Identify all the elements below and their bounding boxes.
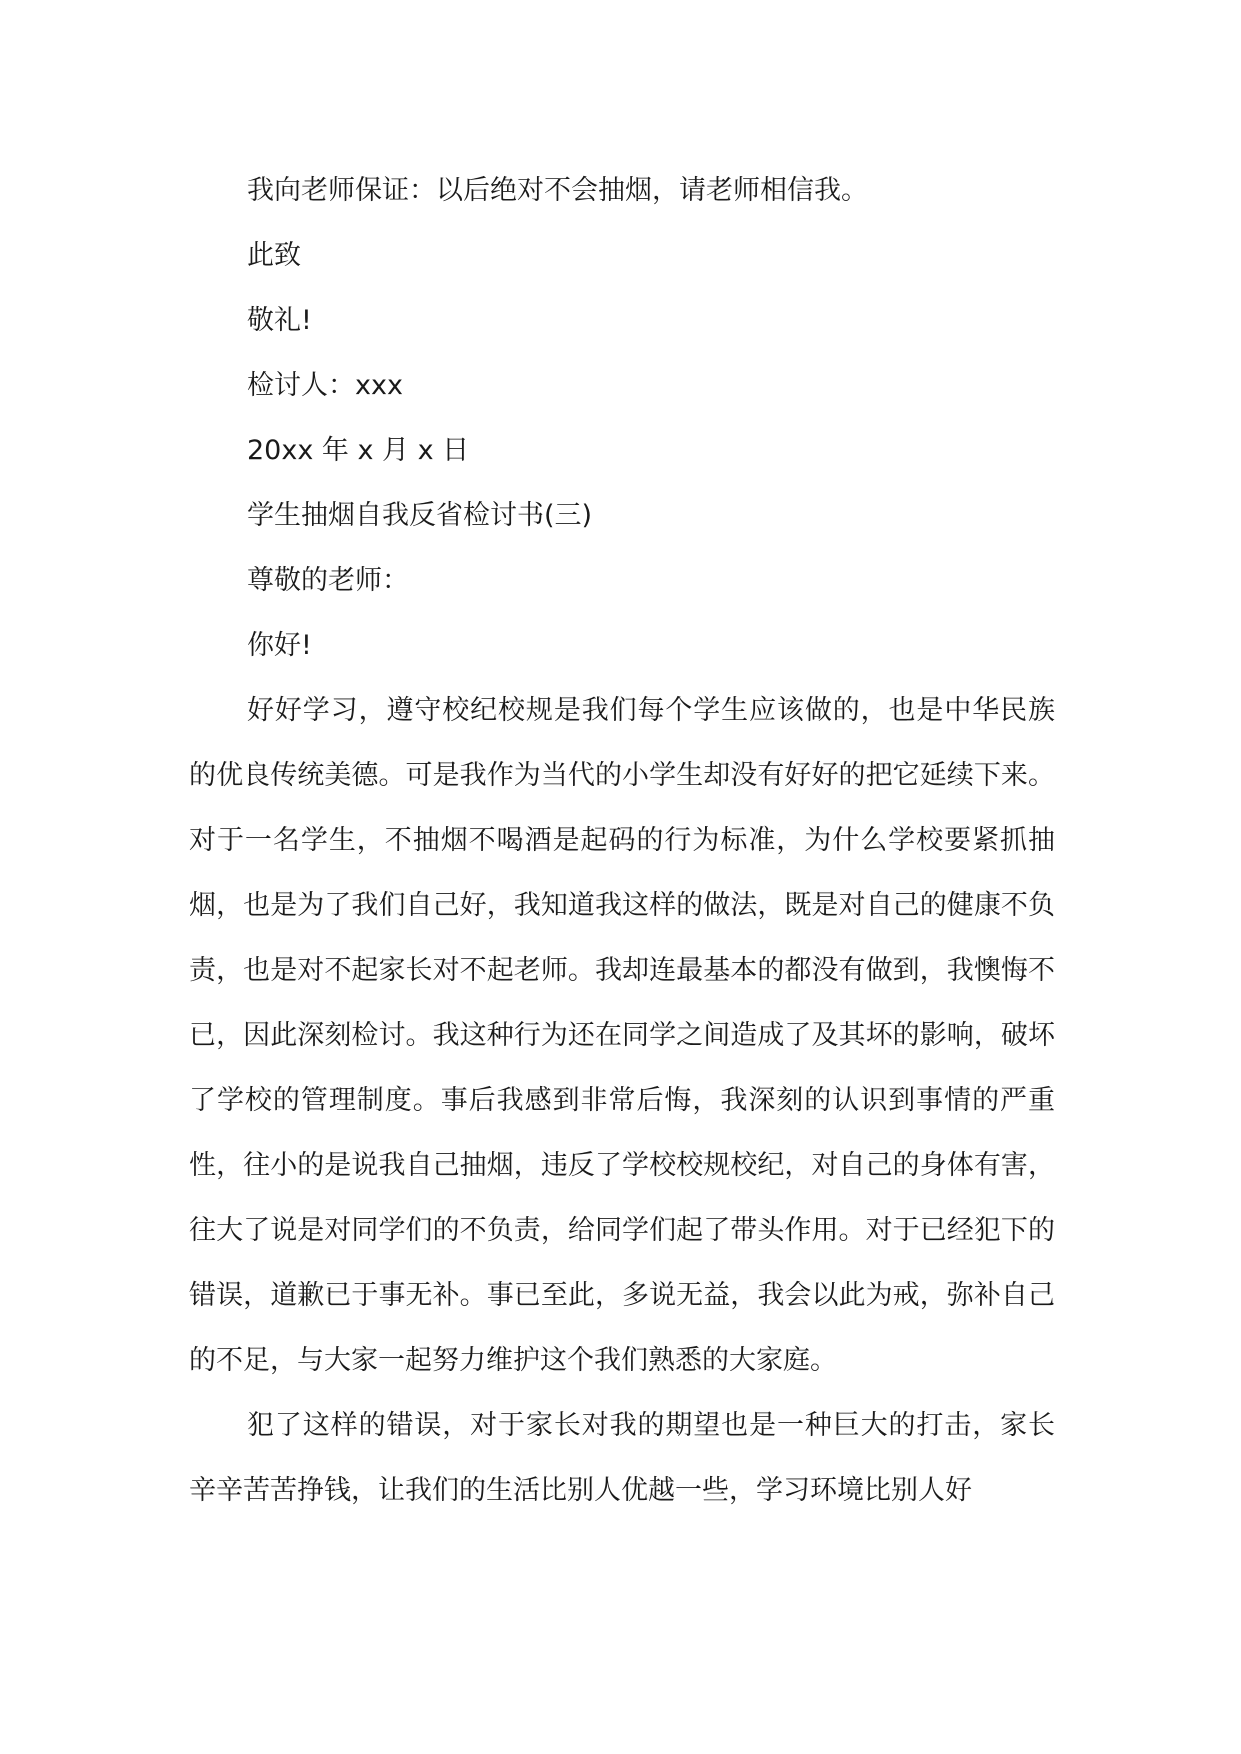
greeting-recipient: 尊敬的老师：: [247, 565, 409, 596]
body-paragraph-1: 好好学习，遵守校纪校规是我们每个学生应该做的，也是中华民族的优良传统美德。可是我作为当代的小学生却没有好好的把它延续下来。对于一名学生，不抽烟不喝酒是起码的行为标准，为什么学校要紧抓抽烟，也是为了我们自己好，我知道我这样的做法，既是对自己的健康不负责，也是对不起家长对不起老师。我却连最基本的都没有做到，我懊悔不已，因此深刻检讨。我这种行为还在同学之间造成了及其坏的影响，破坏了学校的管理制度。事后我感到非常后悔，我深刻的认识到事情的严重性，往小的是说我自己抽烟，违反了学校校规校纪，对自己的身体有害，往大了说是对同学们的不负责，给同学们起了带头作用。对于已经犯下的错误，道歉已于事无补。事已至此，多说无益，我会以此为戒，弥补自己的不足，与大家一起努力维护这个我们熟悉的大家庭。: [189, 695, 1055, 1376]
section-title: 学生抽烟自我反省检讨书(三): [247, 500, 593, 531]
promise-line: 我向老师保证：以后绝对不会抽烟，请老师相信我。: [247, 175, 868, 206]
greeting-hello: 你好!: [247, 630, 312, 661]
closing-salutation: 此致: [247, 240, 301, 271]
document-body: [189, 158, 1055, 1523]
body-paragraph-2: 犯了这样的错误，对于家长对我的期望也是一种巨大的打击，家长辛辛苦苦挣钱，让我们的生活比别人优越一些，学习环境比别人好: [189, 1410, 1055, 1506]
closing-regards: 敬礼!: [247, 305, 312, 336]
date-line: 20xx 年 x 月 x 日: [247, 435, 470, 466]
author-signature: 检讨人：xxx: [247, 370, 403, 401]
